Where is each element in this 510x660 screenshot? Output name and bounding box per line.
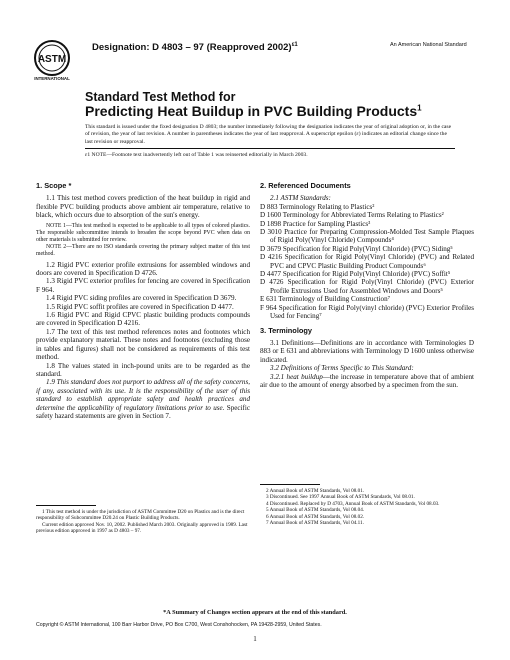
footnote: 3 Discontinued. See 1997 Annual Book of ASTM Standards, Vol 08.01. (266, 494, 415, 501)
paragraph-1-9: 1.9 This standard does not purport to address all of the safety concerns, if any, associated with its use. It is the responsibility of the user of this standard to establish appropriate safety and health practices and determine the applicability of regulatory limitations prior to use. Specific safety hazard statements are given in Section 7. (36, 378, 251, 420)
paragraph-3-1: 3.1 Definitions—Definitions are in accordance with Terminologies D 883 or E 631 and abbreviations with Terminology D 1600 unless otherwise indicated. (260, 338, 474, 364)
summary-note: *A Summary of Changes section appears at the end of this standard. (163, 609, 347, 616)
paragraph-3-2: 3.2 Definitions of Terms Specific to This Standard: (270, 364, 414, 373)
issue-note: This standard is issued under the fixed designation D 4803; the number immediately following the designation indicates the year of original adoption or, in the case of revision, the year of last revision. A number in parentheses indicates the year of last reapproval. A superscript epsilon (ε) indicates an editorial change since the last revision or reapproval. (85, 124, 452, 145)
section-heading-terminology: 3. Terminology (260, 325, 313, 335)
reference-item: D 4477 Specification for Rigid Poly(Vinyl Chloride) (PVC) Soffit⁵ (260, 270, 451, 279)
footnote: 6 Annual Book of ASTM Standards, Vol 08.02. (266, 513, 365, 520)
reference-item: D 1600 Terminology for Abbreviated Terms Relating to Plastics² (260, 211, 444, 220)
reference-item: F 964 Specification for Rigid Poly(vinyl chloride) (PVC) Exterior Profiles Used for Fencing⁷ (260, 303, 474, 321)
reference-item: D 1898 Practice for Sampling Plastics³ (260, 219, 371, 228)
reference-item: D 4216 Specification for Rigid Poly(Vinyl Chloride) (PVC) and Related PVC and CPVC Plastic Building Product Compounds⁶ (260, 253, 474, 270)
paragraph-1-2: 1.2 Rigid PVC exterior profile extrusions for assembled windows and doors are covered in Specification D 4726. (36, 260, 250, 278)
section-heading-scope: 1. Scope * (36, 181, 72, 190)
reference-item: D 883 Terminology Relating to Plastics² (260, 202, 375, 211)
title-line-1: Standard Test Method for (85, 90, 236, 104)
astm-logo (30, 38, 74, 82)
left-footnotes (36, 505, 250, 535)
reference-item: D 3679 Specification for Rigid Poly(Vinyl Chloride) (PVC) Siding⁵ (260, 244, 453, 253)
reference-list (260, 203, 474, 321)
title-line-2: Predicting Heat Buildup in PVC Building Products$^1$ (85, 103, 422, 119)
right-column (260, 180, 474, 389)
section-heading-referenced-documents: 2. Referenced Documents (260, 181, 351, 190)
footnote: 5 Annual Book of ASTM Standards, Vol 08.04. (266, 507, 365, 514)
paragraph-1-4: 1.4 Rigid PVC siding profiles are covered in Specification D 3679. (46, 294, 237, 303)
reference-item: D 3010 Practice for Preparing Compression-Molded Test Sample Plaques of Rigid Poly(Vinyl Chloride) Compounds⁴ (260, 228, 474, 245)
divider (85, 148, 455, 149)
footnote-list (260, 488, 474, 526)
paragraph-1-1: 1.1 This test method covers prediction of the heat buildup in rigid and flexible PVC building products above ambient air temperature, relative to black, which occurs due to absorption of the sun's energy. (36, 194, 250, 220)
paragraph-1-3: 1.3 Rigid PVC exterior profiles for fencing are covered in Specification F 964. (36, 277, 250, 294)
paragraph-1-5: 1.5 Rigid PVC soffit profiles are covered in Specification D 4477. (46, 302, 234, 311)
reference-item: D 4726 Specification for Rigid Poly(Vinyl Chloride) (PVC) Exterior Profile Extrusions Used for Assembled Windows and Doors⁵ (260, 278, 474, 295)
svg-text:ASTM: ASTM (37, 54, 67, 65)
national-standard-label: An American National Standard (390, 42, 467, 48)
footnote-1-edition: Current edition approved Nov. 10, 2002. Published March 2003. Originally approved in 1989. Last previous edition approved in 1997 as D 4803 – 97. (36, 521, 248, 535)
paragraph-1-6: 1.6 Rigid PVC and Rigid CPVC plastic building products compounds are covered in Specification D 4216. (36, 311, 250, 328)
paragraph-1-7: 1.7 The text of this test method references notes and footnotes which provide explanatory material. These notes and footnotes (excluding those in tables and figures) shall not be considered as requirements of this test method. (36, 327, 250, 362)
footnote: 2 Annual Book of ASTM Standards, Vol 08.01. (266, 488, 365, 494)
reference-item: E 631 Terminology of Building Construction⁷ (260, 295, 391, 304)
left-column (36, 180, 250, 420)
footnote-1: 1 This test method is under the jurisdiction of ASTM Committee D20 on Plastics and is the direct responsibility of Subcommittee D20.24 on Plastic Building Products. (36, 509, 245, 522)
astm-standards-label: 2.1 ASTM Standards: (270, 194, 331, 203)
footnote-rule (36, 505, 96, 506)
page-number: 1 (253, 635, 257, 643)
paragraph-3-2-1: 3.2.1 heat buildup—the increase in temperature above that of ambient air due to the amount of energy absorbed by a specimen from the sun. (260, 372, 475, 389)
footnote-rule (260, 484, 320, 485)
footnote: 7 Annual Book of ASTM Standards, Vol 04.11. (266, 520, 364, 527)
copyright: Copyright © ASTM International, 100 Barr Harbor Drive, PO Box C700, West Conshohocken, PA 19428-2959, United States. (36, 622, 322, 628)
right-footnotes (260, 484, 474, 526)
note-2: NOTE 2—There are no ISO standards covering the primary subject matter of this test method. (36, 243, 250, 257)
epsilon-note: ε1 NOTE—Footnote text inadvertently left out of Table 1 was reinserted editorially in March 2003. (85, 152, 308, 158)
footnote: 4 Discontinued. Replaced by D 4703, Annual Book of ASTM Standards, Vol 08.03. (266, 500, 440, 507)
note-1: NOTE 1—This test method is expected to be applicable to all types of colored plastics. The responsible subcommittee intends to broaden the scope beyond PVC when data on other materials is submitted for review. (36, 222, 250, 243)
svg-text:INTERNATIONAL: INTERNATIONAL (34, 76, 70, 81)
designation: Designation: D 4803 – 97 (Reapproved 2002)$^{\varepsilon 1}$ (92, 42, 298, 54)
paragraph-1-8: 1.8 The values stated in inch-pound units are to be regarded as the standard. (36, 361, 250, 378)
